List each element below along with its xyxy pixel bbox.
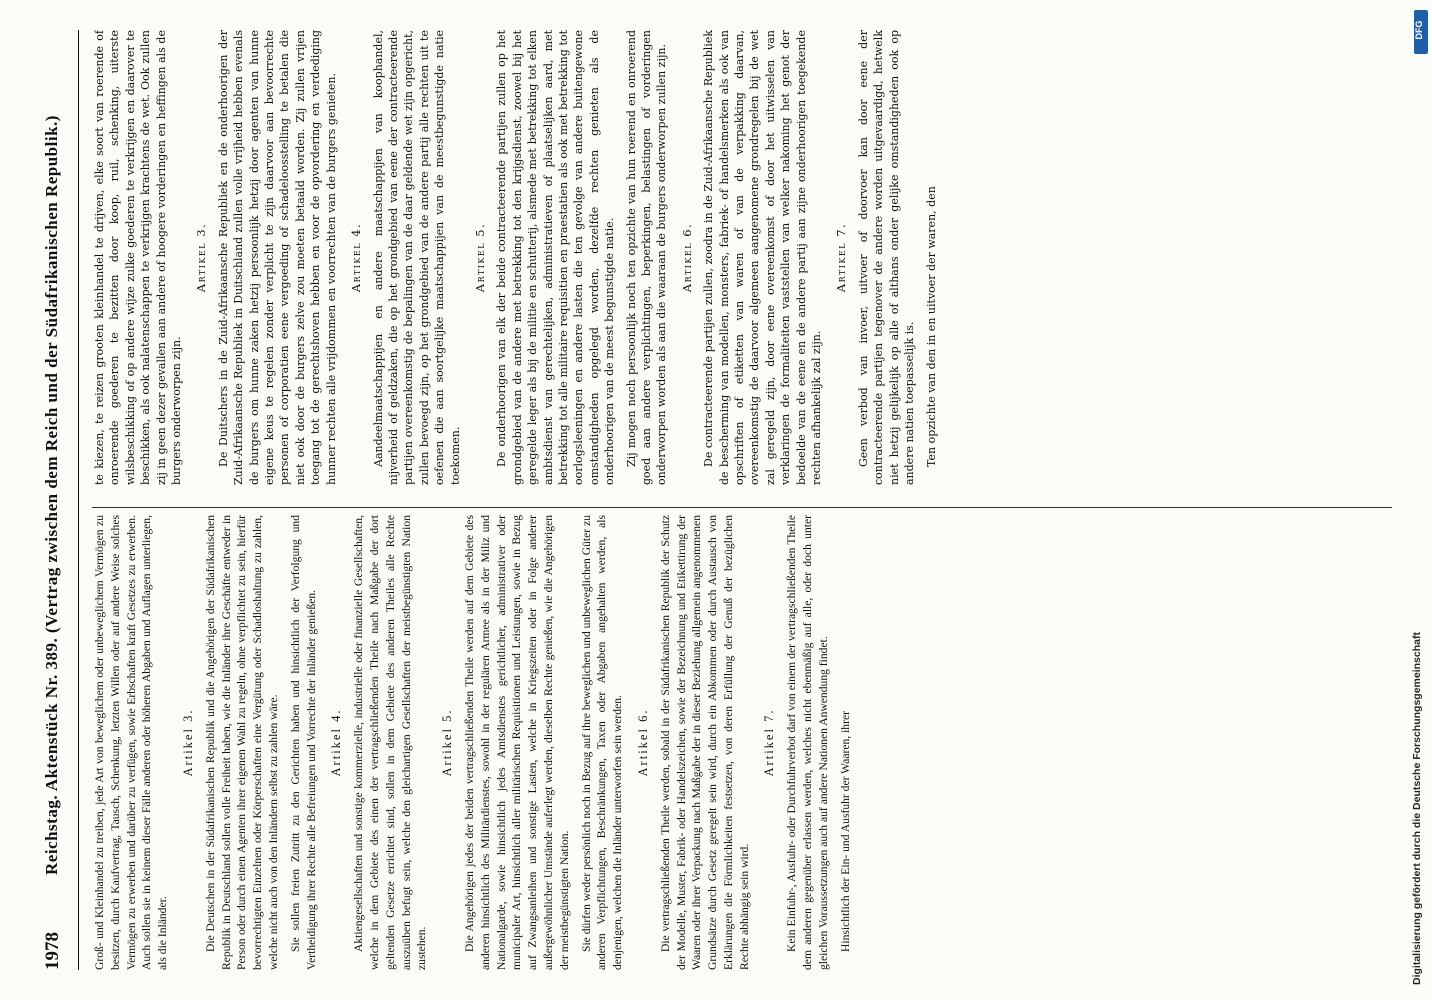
- dutch-text-column: [92, 30, 1392, 485]
- dutch-paragraph: De contracteerende partijen zullen, zoodra in de Zuid-Afrikaansche Republiek de bescherming van modellen, monsters, fabriek- of handelsmerken als ook van opschriften of etiketten van waren of van de verpakking daarvan, overeenkomstig de daarvoor algemeen aangenomene grondregelen bij de wet zal geregeld zijn, door eene overeenkomst of door het uitwisselen van verklaringen de formaliteiten vaststellen van welker nakoming het genot der bedoelde van de eene en de andere partij aan zijne onderhoorigen toegekende rechten afhankelijk zal zijn.: [702, 30, 824, 485]
- dutch-paragraph: te kiezen, te reizen grooten kleinhandel te drijven, elke soort van roerende of onroerende goederen te bezitten door koop, ruil, schenking, uiterste wilsbeschikking of op andere wijze zulke goederen te verkrijgen en daarover te beschikken, als ook nalatenschappen te verkrijgen krachtens de wet. Ook zullen zij in geen dezer gevallen aan andere of hoogere vorderingen en heffingen als de burgers onderworpen zijn.: [93, 30, 184, 485]
- dutch-article-heading: Artikel 5.: [472, 222, 487, 293]
- german-paragraph: Die vertragschließenden Theile werden, sobald in der Südafrikanischen Republik der Schutz der Modelle, Muster, Fabrik- oder Handelszeichen, sowie der Bezeichnung und Etikettirung der Waaren oder ihrer Verpackung nach Maßgabe der in dieser Beziehung allgemein angenommenen Grundsätze durch Gesetz geregelt sein wird, durch ein Abkommen oder durch Austausch von Erklärungen die Förmlichkeiten festsetzen, von deren Erfüllung der Genuß der bezüglichen Rechte abhängig sein wird.: [658, 515, 751, 970]
- dutch-article-heading: Artikel 4.: [349, 222, 364, 293]
- page-number: 1978: [42, 932, 63, 970]
- dutch-paragraph: Geen verbod van invoer, uitvoer of doorvoer kan door eene der contracteerende partijen tegenover de andere worden uitgevaardigd, hetwelk niet hetzij gelijkelijk op alle of althans onder gelijke omstandigheden ook op andere natien toepasselijk is.: [856, 30, 917, 485]
- german-article-heading: Artikel 4.: [329, 708, 344, 777]
- digitization-watermark: Digitalisierung gefördert durch die Deutsche Forschungsgemeinschaft: [1411, 632, 1423, 985]
- dutch-paragraph: De Duitschers in de Zuid-Afrikaansche Republiek en de onderhoorigen der Zuid-Afrikaansche Republiek in Duitschland zullen volle vrijheid hebben evenals de burgers om hunne zaken hetzij persoonlijk hetzij door agenten van hunne eigene keus te regelen zonder verplicht te zijn daarvoor aan bevoorrechte personen of corporatien eene vergoeding of schadeloosstelling te betalen die niet ook door de burgers zelve zou moeten betaald worden. Zij zullen vrijen toegang tot de gerechtshoven hebben en voor de opvordering en verdediging hunner rechten alle vrijdommen en voorrechten van de burgers genieten.: [216, 30, 338, 485]
- dutch-paragraph: Zij mogen noch persoonlijk noch ten opzichte van hun roerend en onroerend goed aan andere verplichtingen, beperkingen, belastingen of vorderingen onderworpen worden als aan die waaraan de burgers onderworpen zullen zijn.: [624, 30, 669, 485]
- column-divider: [92, 507, 1392, 508]
- german-paragraph: Groß- und Kleinhandel zu treiben, jede Art von beweglichem oder unbeweglichem Vermögen zu besitzen, durch Kaufvertrag, Tausch, Schenkung, letzten Willen oder auf andere Weise solches Vermögen zu erwerben und darüber zu verfügen, sowie Erbschaften kraft Gesetzes zu erwerben. Auch sollen sie in keinem dieser Fälle anderen oder höheren Abgaben und Auflagen unterliegen, als die Inländer.: [93, 515, 170, 970]
- german-article-heading: Artikel 6.: [635, 708, 650, 777]
- page-title: Reichstag. Aktenstück Nr. 389. (Vertrag zwischen dem Reich und der Südafrikanischen Republik.): [42, 115, 61, 875]
- german-paragraph: Hinsichtlich der Ein- und Ausfuhr der Waaren, ihrer: [838, 711, 852, 952]
- dutch-article-heading: Artikel 3.: [194, 222, 209, 293]
- dutch-paragraph: Ten opzichte van den in en uitvoer der waren, den: [924, 186, 938, 467]
- german-text-column: [92, 515, 1392, 970]
- dfg-logo: DFG: [1414, 10, 1428, 54]
- german-article-heading: Artikel 7.: [762, 708, 777, 777]
- german-article-heading: Artikel 5.: [440, 708, 455, 777]
- page-header: [40, 30, 74, 970]
- dutch-article-heading: Artikel 6.: [679, 222, 694, 293]
- header-rule: [78, 30, 79, 970]
- dutch-paragraph: De onderhoorigen van elk der beide contracteerende partijen zullen op het grondgebied van de andere met betrekking tot den krijgsdienst, zoowel bij het geregelde leger als bij de militie en schutterij, alsmede met betrekking tot elken ambtsdienst van gerechtelijken, administratieven of plaatselijken aard, met betrekking tot alle militaire requisitien en praestatien als ook met betrekking tot oorlogsleeningen en andere lasten die ten gevolge van andere buitengewone omstandigheden opgelegd worden, dezelfde rechten genieten als de onderhoorigen van de meest begunstigde natie.: [495, 30, 617, 485]
- german-paragraph: Die Angehörigen jedes der beiden vertragschließenden Theile werden auf dem Gebiete des anderen hinsichtlich des Militärdienstes, sowohl in der regulären Armee als in der Miliz und Nationalgarde, sowie hinsichtlich jedes Amtsdienstes gerichtlicher, administrativer oder municipaler Art, hinsichtlich aller militärischen Requisitionen und Leistungen, sowie in Bezug auf Zwangsanleihen und sonstige Lasten, welche in Kriegszeiten oder in Folge anderer außergewöhnlicher Umstände auferlegt werden, dieselben Rechte genießen, wie die Angehörigen der meistbegünstigten Nation.: [462, 515, 571, 970]
- german-paragraph: Sie sollen freien Zutritt zu den Gerichten haben und hinsichtlich der Verfolgung und Vertheidigung ihrer Rechte alle Befreiungen und Vorrechte der Inländer genießen.: [288, 515, 318, 970]
- dutch-paragraph: Aandeelmaatschappijen en andere maatschappijen van koophandel, nijverheid of geldzaken, die op het grondgebied van eene der contracteerende partijen overeenkomstig de bepalingen van de daar geldende wet zijn opgericht, zullen bevoegd zijn, op het grondgebied van de andere partij alle rechten uit te oefenen die aan soortgelijke maatschappijen van de meestbegunstigde natie toekomen.: [371, 30, 462, 485]
- german-paragraph: Kein Einfuhr-, Ausfuhr- oder Durchfuhrverbot darf von einem der vertragschließenden Theile dem anderen gegenüber erlassen werden, welches nicht ebenmäßig auf alle, oder doch unter gleichen Voraussetzungen auch auf andere Nationen Anwendung findet.: [785, 515, 830, 970]
- german-paragraph: Die Deutschen in der Südafrikanischen Republik und die Angehörigen der Südafrikanischen Republik in Deutschland sollen volle Freiheit haben, wie die Inländer ihre Geschäfte entweder in Person oder durch einen Agenten ihrer eigenen Wahl zu regeln, ohne verpflichtet zu sein, hierfür bevorrechtigten Einzelnen oder Körperschaften eine Vergütung oder Schadloshaltung zu zahlen, welche nicht auch von den Inländern selbst zu zahlen wäre.: [203, 515, 280, 970]
- german-paragraph: Aktiengesellschaften und sonstige kommerzielle, industrielle oder finanzielle Gesellschaften, welche in dem Gebiete des einen der vertragschließenden Theile nach Maßgabe der dort geltenden Gesetze errichtet sind, sollen in dem Gebiete des anderen Theiles alle Rechte auszuüben befugt sein, welche den gleichartigen Gesellschaften der meistbegünstigten Nation zustehen.: [352, 515, 429, 970]
- dutch-article-heading: Artikel 7.: [834, 222, 849, 293]
- german-paragraph: Sie dürfen weder persönlich noch in Bezug auf ihre beweglichen und unbeweglichen Güter zu anderen Verpflichtungen, Beschränkungen, Taxen oder Abgaben angehalten werden, als denjenigen, welchen die Inländer unterworfen sein werden.: [579, 515, 625, 970]
- german-article-heading: Artikel 3.: [180, 708, 195, 777]
